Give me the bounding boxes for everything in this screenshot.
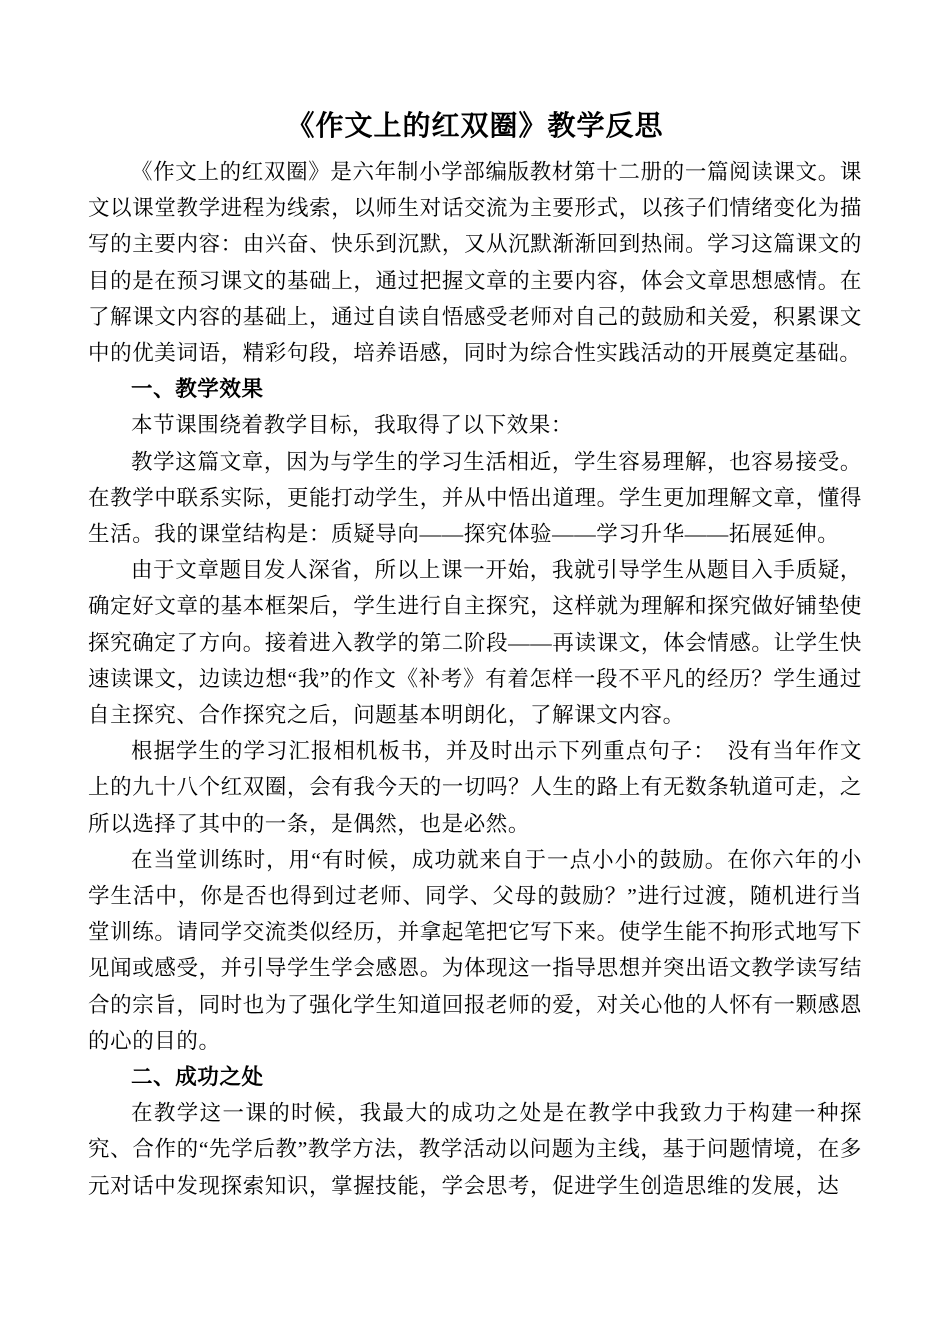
paragraph-key-sentences: 根据学生的学习汇报相机板书，并及时出示下列重点句子： 没有当年作文上的九十八个红双圈，会有我今天的一切吗？人生的路上有无数条轨道可走，之所以选择了其中的一条，是偶然，也是必然。 (88, 739, 862, 836)
paragraph-classroom-practice: 在当堂训练时，用“有时候，成功就来自于一点小小的鼓励。在你六年的小学生活中，你是否也得到过老师、同学、父母的鼓励？”进行过渡，随机进行当堂训练。请同学交流类似经历，并拿起笔把它写下来。使学生能不拘形式地写下见闻或感受，并引导学生学会感恩。为体现这一指导思想并突出语文教学读写结合的宗旨，同时也为了强化学生知道回报老师的爱，对关心他的人怀有一颗感恩的心的目的。 (88, 847, 862, 1053)
section-heading-success: 二、成功之处 (131, 1065, 264, 1090)
paragraph-success: 在教学这一课的时候，我最大的成功之处是在教学中我致力于构建一种探究、合作的“先学后教”教学方法，教学活动以问题为主线，基于问题情境，在多元对话中发现探索知识，掌握技能，学会思考，促进学生创造思维的发展，达 (88, 1101, 862, 1198)
paragraph-intro: 《作文上的红双圈》是六年制小学部编版教材第十二册的一篇阅读课文。课文以课堂教学进程为线索，以师生对话交流为主要形式，以孩子们情绪变化为描写的主要内容：由兴奋、快乐到沉默，又从沉默渐渐回到热闹。学习这篇课文的目的是在预习课文的基础上，通过把握文章的主要内容，体会文章思想感情。在了解课文内容的基础上，通过自读自悟感受老师对自己的鼓励和关爱，积累课文中的优美词语，精彩句段，培养语感，同时为综合性实践活动的开展奠定基础。 (88, 160, 862, 366)
paragraph-lesson-process: 由于文章题目发人深省，所以上课一开始，我就引导学生从题目入手质疑，确定好文章的基本框架后，学生进行自主探究，这样就为理解和探究做好铺垫使探究确定了方向。接着进入教学的第二阶段——再读课文，体会情感。让学生快速读课文，边读边想“我”的作文《补考》有着怎样一段不平凡的经历？学生通过自主探究、合作探究之后，问题基本明朗化，了解课文内容。 (88, 558, 862, 728)
section-heading-teaching-effect: 一、教学效果 (131, 377, 264, 402)
document-title: 《作文上的红双圈》教学反思 (286, 111, 664, 142)
paragraph-effect-lead: 本节课围绕着教学目标，我取得了以下效果： (131, 413, 574, 438)
paragraph-effect-overview: 教学这篇文章，因为与学生的学习生活相近，学生容易理解，也容易接受。在教学中联系实际，更能打动学生，并从中悟出道理。学生更加理解文章，懂得生活。我的课堂结构是：质疑导向——探究体验——学习升华——拓展延伸。 (88, 449, 862, 547)
